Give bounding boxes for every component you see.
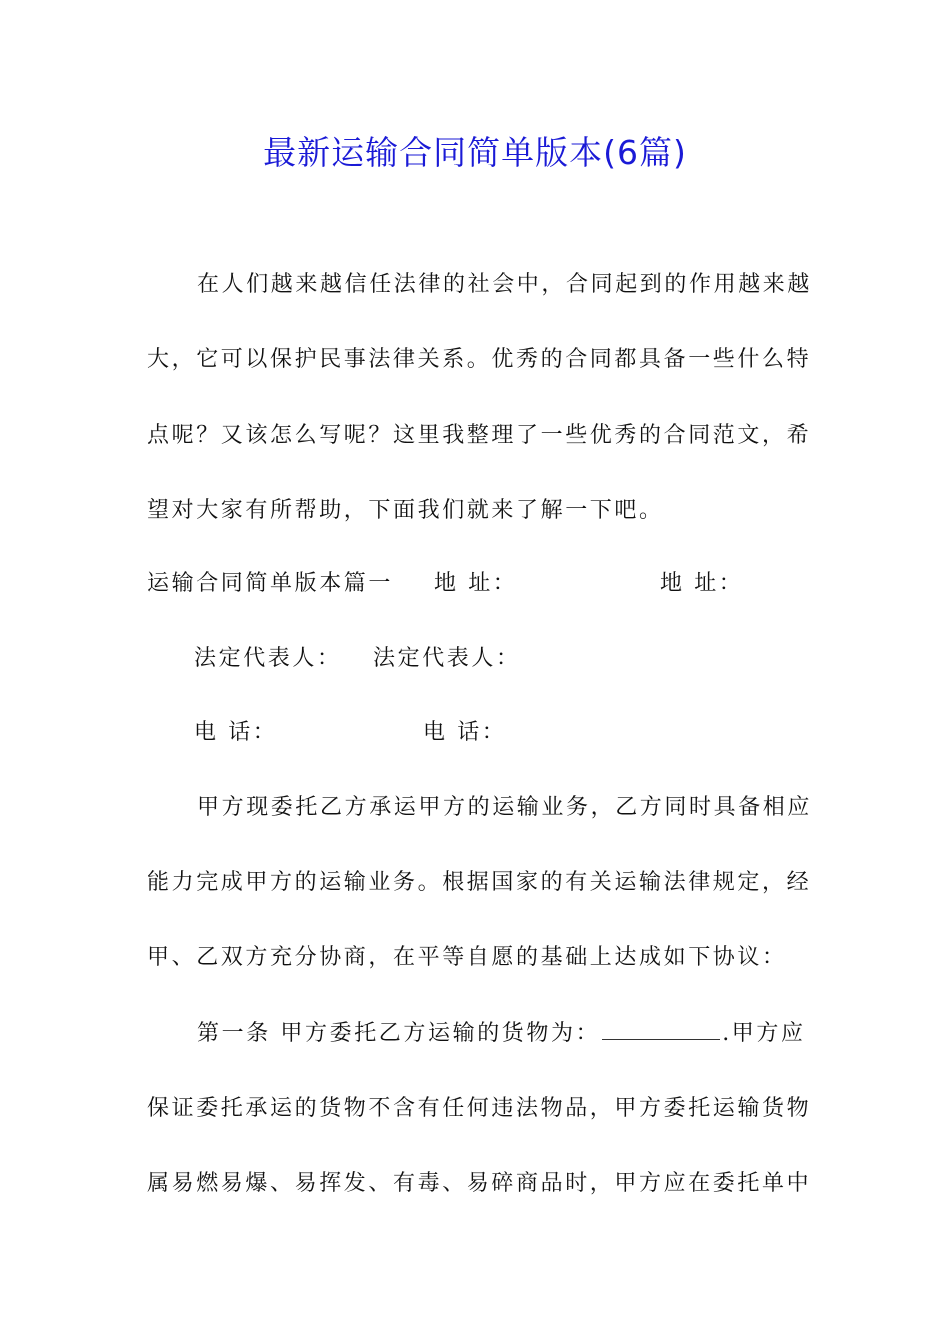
representative-label-a: 法定代表人：	[194, 646, 342, 671]
article-1-line-2: 保证委托承运的货物不含有任何违法物品，甲方委托运输货物	[147, 1096, 812, 1121]
intro-line-3: 点呢？又该怎么写呢？这里我整理了一些优秀的合同范文，希	[147, 423, 812, 448]
body-line-3: 甲、乙双方充分协商，在平等自愿的基础上达成如下协议：	[147, 945, 787, 970]
article-1-line-3: 属易燃易爆、易挥发、有毒、易碎商品时，甲方应在委托单中	[147, 1171, 812, 1196]
phone-label-a: 电 话：	[194, 720, 278, 745]
goods-blank	[602, 1019, 720, 1040]
section-heading: 运输合同简单版本篇一	[147, 571, 394, 596]
address-label-b: 地 址：	[660, 571, 744, 596]
intro-line-2: 大，它可以保护民事法律关系。优秀的合同都具备一些什么特	[147, 347, 812, 372]
body-line-2: 能力完成甲方的运输业务。根据国家的有关运输法律规定，经	[147, 870, 812, 895]
body-line-1: 甲方现委托乙方承运甲方的运输业务，乙方同时具备相应	[197, 795, 813, 820]
intro-line-4: 望对大家有所帮助，下面我们就来了解一下吧。	[147, 498, 664, 523]
intro-line-1: 在人们越来越信任法律的社会中，合同起到的作用越来越	[197, 272, 813, 297]
address-label-a: 地 址：	[434, 571, 518, 596]
phone-label-b: 电 话：	[423, 720, 507, 745]
document-title: 最新运输合同简单版本(6篇)	[263, 133, 687, 172]
article-1-suffix: .甲方应	[722, 1021, 806, 1046]
article-1-line-1	[197, 1019, 817, 1049]
representative-label-b: 法定代表人：	[373, 646, 521, 671]
article-1-prefix: 第一条 甲方委托乙方运输的货物为：	[197, 1021, 601, 1046]
